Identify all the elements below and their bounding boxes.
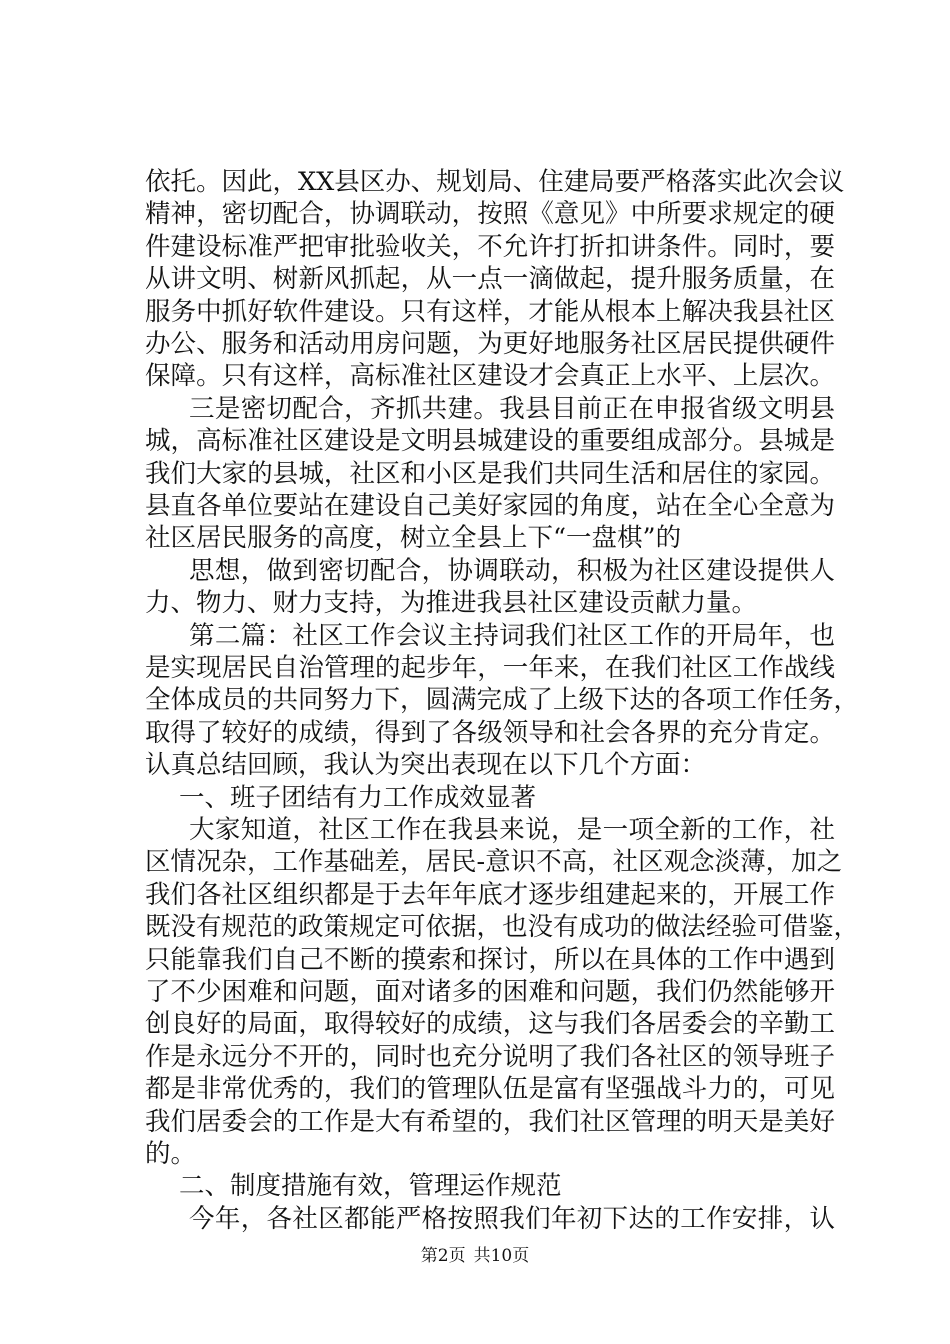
text-line: 我们各社区组织都是于去年年底才逐步组建起来的，开展工作 <box>145 879 835 910</box>
text-line: 精神，密切配合，协调联动，按照《意见》中所要求规定的硬 <box>145 199 835 230</box>
text-line: 创良好的局面，取得较好的成绩，这与我们各居委会的辛勤工 <box>145 1009 835 1040</box>
text-line: 三是密切配合，齐抓共建。我县目前正在申报省级文明县 <box>189 393 835 424</box>
text-line: 依托。因此，XX县区办、规划局、住建局要严格落实此次会议 <box>145 167 845 197</box>
text-line: 力、物力、财力支持，为推进我县社区建设贡献力量。 <box>145 588 758 619</box>
text-line: 作是永远分不开的，同时也充分说明了我们各社区的领导班子 <box>145 1041 835 1072</box>
text-line: 区情况杂，工作基础差，居民-意识不高，社区观念淡薄，加之 <box>145 847 843 878</box>
page-footer <box>0 1246 950 1266</box>
text-line: 我们大家的县城，社区和小区是我们共同生活和居住的家园。 <box>145 458 835 489</box>
text-line: 城，高标准社区建设是文明县城建设的重要组成部分。县城是 <box>145 426 835 457</box>
text-line: 是实现居民自治管理的起步年，一年来，在我们社区工作战线 <box>145 653 835 683</box>
text-line: 认真总结回顾，我认为突出表现在以下几个方面： <box>145 750 707 781</box>
text-line: 我们居委会的工作是大有希望的，我们社区管理的明天是美好 <box>145 1106 835 1137</box>
page-number: 第2页 <box>420 1246 466 1266</box>
text-line: 取得了较好的成绩，得到了各级领导和社会各界的充分肯定。 <box>145 717 835 748</box>
text-line: 从讲文明、树新风抓起，从一点一滴做起，提升服务质量，在 <box>145 264 835 295</box>
text-line: 件建设标准严把审批验收关，不允许打折扣讲条件。同时，要 <box>145 231 835 262</box>
text-line: 第二篇：社区工作会议主持词我们社区工作的开局年，也 <box>189 620 835 651</box>
text-line: 县直各单位要站在建设自己美好家园的角度，站在全心全意为 <box>145 491 835 521</box>
text-line: 办公、服务和活动用房问题，为更好地服务社区居民提供硬件 <box>145 329 835 359</box>
text-line: 今年，各社区都能严格按照我们年初下达的工作安排，认 <box>189 1203 835 1234</box>
text-line: 的。 <box>145 1139 197 1169</box>
text-line: 只能靠我们自己不断的摸索和探讨，所以在具体的工作中遇到 <box>145 944 835 975</box>
section-heading: 二、制度措施有效，管理运作规范 <box>179 1171 562 1202</box>
text-line: 服务中抓好软件建设。只有这样，才能从根本上解决我县社区 <box>145 296 835 327</box>
text-line: 既没有规范的政策规定可依据，也没有成功的做法经验可借鉴， <box>145 912 860 943</box>
text-line: 都是非常优秀的，我们的管理队伍是富有坚强战斗力的，可见 <box>145 1074 835 1105</box>
page-total: 共10页 <box>473 1246 530 1266</box>
text-line: 社区居民服务的高度，树立全县上下“一盘棋”的 <box>145 523 682 554</box>
text-line: 保障。只有这样，高标准社区建设才会真正上水平、上层次。 <box>145 361 835 392</box>
text-line: 思想，做到密切配合，协调联动，积极为社区建设提供人 <box>189 555 835 586</box>
text-line: 大家知道，社区工作在我县来说，是一项全新的工作，社 <box>189 815 835 845</box>
text-line: 了不少困难和问题，面对诸多的困难和问题，我们仍然能够开 <box>145 977 835 1007</box>
section-heading: 一、班子团结有力工作成效显著 <box>179 782 537 813</box>
text-line: 全体成员的共同努力下，圆满完成了上级下达的各项工作任务， <box>145 685 860 716</box>
